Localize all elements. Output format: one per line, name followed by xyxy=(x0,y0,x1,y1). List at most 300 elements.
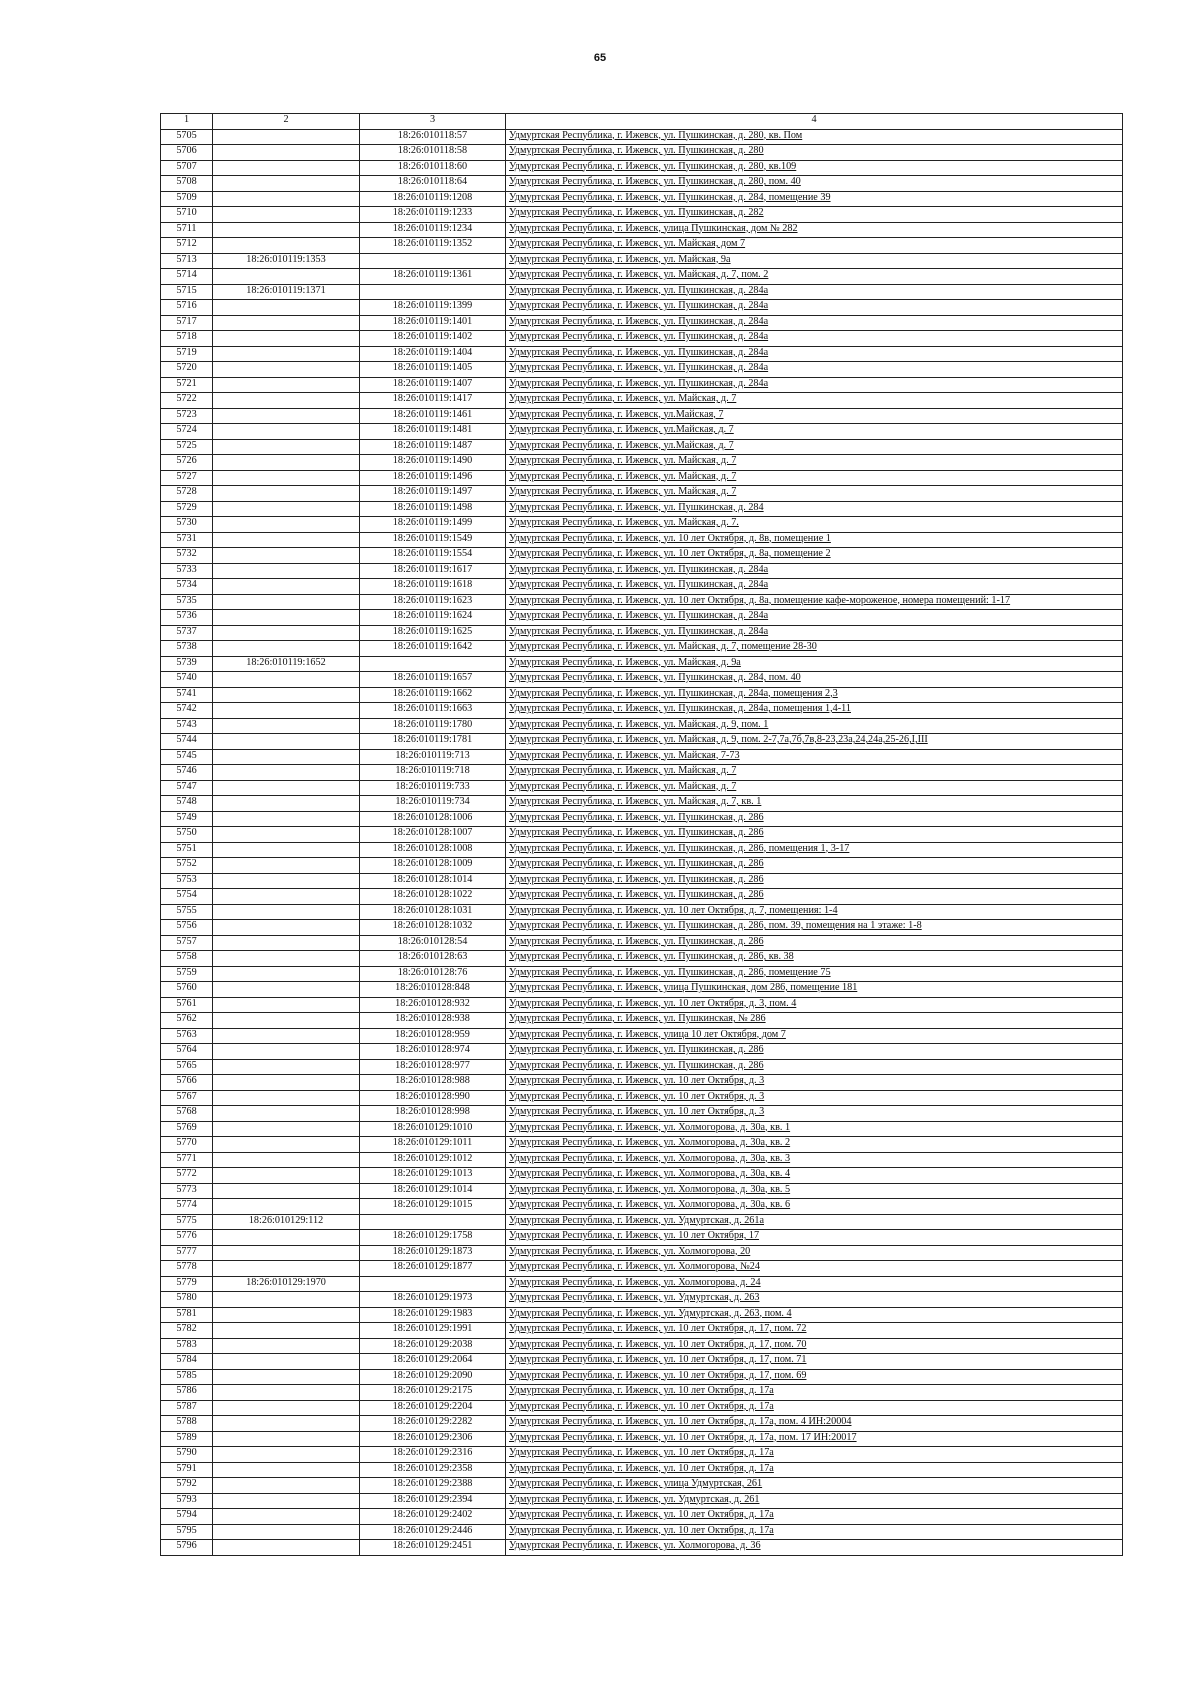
parcel-cadastral-number-cell xyxy=(213,455,360,471)
address-cell: Удмуртская Республика, г. Ижевск, ул. Холмогорова, д. 30а, кв. 4 xyxy=(506,1168,1123,1184)
parcel-cadastral-number-cell xyxy=(213,1354,360,1370)
parcel-cadastral-number-cell xyxy=(213,920,360,936)
object-cadastral-number-cell: 18:26:010128:1008 xyxy=(360,842,506,858)
parcel-cadastral-number-cell xyxy=(213,951,360,967)
object-cadastral-number-cell: 18:26:010119:734 xyxy=(360,796,506,812)
object-cadastral-number-cell: 18:26:010119:1234 xyxy=(360,222,506,238)
object-cadastral-number-cell: 18:26:010119:1617 xyxy=(360,563,506,579)
table-body xyxy=(161,129,1123,1555)
object-cadastral-number-cell: 18:26:010128:977 xyxy=(360,1059,506,1075)
row-number-cell: 5759 xyxy=(161,966,213,982)
row-number-cell: 5778 xyxy=(161,1261,213,1277)
table-row xyxy=(161,1152,1123,1168)
row-number-cell: 5770 xyxy=(161,1137,213,1153)
row-number-cell: 5793 xyxy=(161,1493,213,1509)
object-cadastral-number-cell: 18:26:010119:1481 xyxy=(360,424,506,440)
parcel-cadastral-number-cell xyxy=(213,1075,360,1091)
parcel-cadastral-number-cell xyxy=(213,1416,360,1432)
parcel-cadastral-number-cell xyxy=(213,145,360,161)
row-number-cell: 5756 xyxy=(161,920,213,936)
object-cadastral-number-cell: 18:26:010129:1873 xyxy=(360,1245,506,1261)
address-cell: Удмуртская Республика, г. Ижевск, ул. 10 лет Октября, д. 17а xyxy=(506,1509,1123,1525)
object-cadastral-number-cell: 18:26:010128:848 xyxy=(360,982,506,998)
parcel-cadastral-number-cell xyxy=(213,1121,360,1137)
table-row xyxy=(161,563,1123,579)
row-number-cell: 5765 xyxy=(161,1059,213,1075)
parcel-cadastral-number-cell xyxy=(213,1292,360,1308)
row-number-cell: 5713 xyxy=(161,253,213,269)
row-number-cell: 5730 xyxy=(161,517,213,533)
address-cell: Удмуртская Республика, г. Ижевск, ул. 10 лет Октября, д. 17а, пом. 4 ИН:20004 xyxy=(506,1416,1123,1432)
table-row xyxy=(161,904,1123,920)
address-cell: Удмуртская Республика, г. Ижевск, ул. Пушкинская, д. 286, помещения 1, 3-17 xyxy=(506,842,1123,858)
table-row xyxy=(161,300,1123,316)
table-row xyxy=(161,951,1123,967)
row-number-cell: 5784 xyxy=(161,1354,213,1370)
parcel-cadastral-number-cell xyxy=(213,1509,360,1525)
object-cadastral-number-cell: 18:26:010119:1233 xyxy=(360,207,506,223)
table-row xyxy=(161,1292,1123,1308)
address-cell: Удмуртская Республика, г. Ижевск, ул. Холмогорова, д. 30а, кв. 6 xyxy=(506,1199,1123,1215)
parcel-cadastral-number-cell xyxy=(213,1261,360,1277)
table-row xyxy=(161,935,1123,951)
row-number-cell: 5752 xyxy=(161,858,213,874)
row-number-cell: 5707 xyxy=(161,160,213,176)
address-cell: Удмуртская Республика, г. Ижевск, ул. 10 лет Октября, д. 17а xyxy=(506,1462,1123,1478)
object-cadastral-number-cell: 18:26:010129:1012 xyxy=(360,1152,506,1168)
parcel-cadastral-number-cell xyxy=(213,1385,360,1401)
parcel-cadastral-number-cell xyxy=(213,997,360,1013)
address-cell: Удмуртская Республика, г. Ижевск, ул. Пушкинская, д. 284а, помещения 1,4-11 xyxy=(506,703,1123,719)
row-number-cell: 5715 xyxy=(161,284,213,300)
table-row xyxy=(161,641,1123,657)
row-number-cell: 5762 xyxy=(161,1013,213,1029)
row-number-cell: 5774 xyxy=(161,1199,213,1215)
row-number-cell: 5787 xyxy=(161,1400,213,1416)
table-row xyxy=(161,842,1123,858)
parcel-cadastral-number-cell xyxy=(213,501,360,517)
parcel-cadastral-number-cell xyxy=(213,796,360,812)
table-row xyxy=(161,1013,1123,1029)
object-cadastral-number-cell: 18:26:010128:998 xyxy=(360,1106,506,1122)
object-cadastral-number-cell: 18:26:010119:1405 xyxy=(360,362,506,378)
row-number-cell: 5740 xyxy=(161,672,213,688)
address-cell: Удмуртская Республика, г. Ижевск, ул. Пушкинская, д. 286 xyxy=(506,858,1123,874)
table-row xyxy=(161,765,1123,781)
object-cadastral-number-cell: 18:26:010128:63 xyxy=(360,951,506,967)
parcel-cadastral-number-cell: 18:26:010129:1970 xyxy=(213,1276,360,1292)
table-row xyxy=(161,1307,1123,1323)
parcel-cadastral-number-cell xyxy=(213,889,360,905)
parcel-cadastral-number-cell xyxy=(213,129,360,145)
address-cell: Удмуртская Республика, г. Ижевск, ул. 10 лет Октября, д. 8а, помещение кафе-мороженое, номера помещений: 1-17 xyxy=(506,594,1123,610)
table-row xyxy=(161,656,1123,672)
row-number-cell: 5779 xyxy=(161,1276,213,1292)
table-row xyxy=(161,687,1123,703)
row-number-cell: 5768 xyxy=(161,1106,213,1122)
row-number-cell: 5751 xyxy=(161,842,213,858)
object-cadastral-number-cell: 18:26:010129:1013 xyxy=(360,1168,506,1184)
object-cadastral-number-cell: 18:26:010129:1014 xyxy=(360,1183,506,1199)
row-number-cell: 5749 xyxy=(161,811,213,827)
table-row xyxy=(161,486,1123,502)
address-cell: Удмуртская Республика, г. Ижевск, ул. Пушкинская, д. 286 xyxy=(506,873,1123,889)
object-cadastral-number-cell: 18:26:010119:1780 xyxy=(360,718,506,734)
table-row xyxy=(161,439,1123,455)
object-cadastral-number-cell: 18:26:010129:2388 xyxy=(360,1478,506,1494)
address-cell: Удмуртская Республика, г. Ижевск, ул. Холмогорова, д. 30а, кв. 3 xyxy=(506,1152,1123,1168)
address-cell: Удмуртская Республика, г. Ижевск, ул. Пушкинская, д. 286 xyxy=(506,1044,1123,1060)
address-cell: Удмуртская Республика, г. Ижевск, ул. Пушкинская, д. 286 xyxy=(506,1059,1123,1075)
column-header-3: 3 xyxy=(360,114,506,130)
object-cadastral-number-cell: 18:26:010119:1208 xyxy=(360,191,506,207)
row-number-cell: 5744 xyxy=(161,734,213,750)
object-cadastral-number-cell: 18:26:010128:932 xyxy=(360,997,506,1013)
table-row xyxy=(161,517,1123,533)
parcel-cadastral-number-cell xyxy=(213,300,360,316)
address-cell: Удмуртская Республика, г. Ижевск, ул. 10 лет Октября, д. 17, пом. 71 xyxy=(506,1354,1123,1370)
address-cell: Удмуртская Республика, г. Ижевск, ул. Пушкинская, д. 284а xyxy=(506,563,1123,579)
object-cadastral-number-cell: 18:26:010129:2306 xyxy=(360,1431,506,1447)
address-cell: Удмуртская Республика, г. Ижевск, ул. Холмогорова, д. 36 xyxy=(506,1540,1123,1556)
address-cell: Удмуртская Республика, г. Ижевск, ул. Майская, д. 7 xyxy=(506,780,1123,796)
row-number-cell: 5766 xyxy=(161,1075,213,1091)
row-number-cell: 5789 xyxy=(161,1431,213,1447)
row-number-cell: 5788 xyxy=(161,1416,213,1432)
address-cell: Удмуртская Республика, г. Ижевск, ул. Майская, д. 7, кв. 1 xyxy=(506,796,1123,812)
address-cell: Удмуртская Республика, г. Ижевск, ул. Пушкинская, д. 284а xyxy=(506,284,1123,300)
table-row xyxy=(161,1121,1123,1137)
address-cell: Удмуртская Республика, г. Ижевск, ул. Майская, д. 7 xyxy=(506,393,1123,409)
parcel-cadastral-number-cell xyxy=(213,718,360,734)
object-cadastral-number-cell: 18:26:010128:1022 xyxy=(360,889,506,905)
table-row xyxy=(161,1447,1123,1463)
object-cadastral-number-cell: 18:26:010119:1498 xyxy=(360,501,506,517)
parcel-cadastral-number-cell xyxy=(213,1323,360,1339)
table-row xyxy=(161,1137,1123,1153)
address-cell: Удмуртская Республика, г. Ижевск, ул. Пушкинская, д. 284а xyxy=(506,377,1123,393)
row-number-cell: 5738 xyxy=(161,641,213,657)
object-cadastral-number-cell: 18:26:010128:974 xyxy=(360,1044,506,1060)
row-number-cell: 5764 xyxy=(161,1044,213,1060)
table-row xyxy=(161,1524,1123,1540)
parcel-cadastral-number-cell xyxy=(213,238,360,254)
table-row xyxy=(161,873,1123,889)
row-number-cell: 5739 xyxy=(161,656,213,672)
row-number-cell: 5714 xyxy=(161,269,213,285)
table-row xyxy=(161,1276,1123,1292)
address-cell: Удмуртская Республика, г. Ижевск, ул. Пушкинская, д. 284, помещение 39 xyxy=(506,191,1123,207)
address-cell: Удмуртская Республика, г. Ижевск, ул. Пушкинская, д. 286 xyxy=(506,889,1123,905)
table-row xyxy=(161,1369,1123,1385)
object-cadastral-number-cell xyxy=(360,253,506,269)
table-row xyxy=(161,579,1123,595)
parcel-cadastral-number-cell xyxy=(213,160,360,176)
address-cell: Удмуртская Республика, г. Ижевск, ул. Удмуртская, д. 261а xyxy=(506,1214,1123,1230)
row-number-cell: 5746 xyxy=(161,765,213,781)
row-number-cell: 5706 xyxy=(161,145,213,161)
row-number-cell: 5755 xyxy=(161,904,213,920)
table-row xyxy=(161,1416,1123,1432)
parcel-cadastral-number-cell xyxy=(213,1230,360,1246)
address-cell: Удмуртская Республика, г. Ижевск, ул. 10 лет Октября, д. 17а, пом. 17 ИН:20017 xyxy=(506,1431,1123,1447)
parcel-cadastral-number-cell xyxy=(213,734,360,750)
table-row xyxy=(161,734,1123,750)
address-cell: Удмуртская Республика, г. Ижевск, ул. Удмуртская, д. 263 xyxy=(506,1292,1123,1308)
parcel-cadastral-number-cell xyxy=(213,1338,360,1354)
parcel-cadastral-number-cell xyxy=(213,377,360,393)
row-number-cell: 5776 xyxy=(161,1230,213,1246)
table-row xyxy=(161,176,1123,192)
address-cell: Удмуртская Республика, г. Ижевск, ул. Холмогорова, д. 30а, кв. 1 xyxy=(506,1121,1123,1137)
table-row xyxy=(161,827,1123,843)
object-cadastral-number-cell: 18:26:010129:1015 xyxy=(360,1199,506,1215)
table-row xyxy=(161,222,1123,238)
row-number-cell: 5758 xyxy=(161,951,213,967)
address-cell: Удмуртская Республика, г. Ижевск, ул. Пушкинская, д. 284а xyxy=(506,579,1123,595)
table-row xyxy=(161,796,1123,812)
parcel-cadastral-number-cell xyxy=(213,765,360,781)
object-cadastral-number-cell: 18:26:010128:54 xyxy=(360,935,506,951)
address-cell: Удмуртская Республика, г. Ижевск, ул. Пушкинская, д. 280 xyxy=(506,145,1123,161)
parcel-cadastral-number-cell xyxy=(213,532,360,548)
address-cell: Удмуртская Республика, г. Ижевск, ул. Пушкинская, д. 286, помещение 75 xyxy=(506,966,1123,982)
address-cell: Удмуртская Республика, г. Ижевск, ул. 10 лет Октября, д. 17, пом. 72 xyxy=(506,1323,1123,1339)
property-register-table xyxy=(160,113,1123,1556)
address-cell: Удмуртская Республика, г. Ижевск, ул. Майская, д. 7, пом. 2 xyxy=(506,269,1123,285)
table-row xyxy=(161,997,1123,1013)
row-number-cell: 5723 xyxy=(161,408,213,424)
parcel-cadastral-number-cell xyxy=(213,1307,360,1323)
object-cadastral-number-cell: 18:26:010129:2064 xyxy=(360,1354,506,1370)
address-cell: Удмуртская Республика, г. Ижевск, ул. 10 лет Октября, д. 17а xyxy=(506,1524,1123,1540)
row-number-cell: 5783 xyxy=(161,1338,213,1354)
address-cell: Удмуртская Республика, г. Ижевск, ул. Майская, д. 9, пом. 1 xyxy=(506,718,1123,734)
parcel-cadastral-number-cell: 18:26:010129:112 xyxy=(213,1214,360,1230)
object-cadastral-number-cell: 18:26:010119:1487 xyxy=(360,439,506,455)
table-row xyxy=(161,858,1123,874)
table-row xyxy=(161,1168,1123,1184)
object-cadastral-number-cell: 18:26:010129:2358 xyxy=(360,1462,506,1478)
row-number-cell: 5796 xyxy=(161,1540,213,1556)
parcel-cadastral-number-cell xyxy=(213,1493,360,1509)
parcel-cadastral-number-cell xyxy=(213,548,360,564)
parcel-cadastral-number-cell xyxy=(213,269,360,285)
row-number-cell: 5712 xyxy=(161,238,213,254)
row-number-cell: 5769 xyxy=(161,1121,213,1137)
row-number-cell: 5705 xyxy=(161,129,213,145)
address-cell: Удмуртская Республика, г. Ижевск, ул. Пушкинская, д. 280, пом. 40 xyxy=(506,176,1123,192)
object-cadastral-number-cell xyxy=(360,656,506,672)
address-cell: Удмуртская Республика, г. Ижевск, ул. 10 лет Октября, д. 17а xyxy=(506,1447,1123,1463)
object-cadastral-number-cell: 18:26:010119:718 xyxy=(360,765,506,781)
object-cadastral-number-cell: 18:26:010129:2282 xyxy=(360,1416,506,1432)
table-row xyxy=(161,1044,1123,1060)
parcel-cadastral-number-cell: 18:26:010119:1652 xyxy=(213,656,360,672)
table-row xyxy=(161,610,1123,626)
address-cell: Удмуртская Республика, г. Ижевск, ул. Пушкинская, № 286 xyxy=(506,1013,1123,1029)
table-row xyxy=(161,284,1123,300)
object-cadastral-number-cell: 18:26:010119:1417 xyxy=(360,393,506,409)
parcel-cadastral-number-cell xyxy=(213,517,360,533)
object-cadastral-number-cell: 18:26:010119:1402 xyxy=(360,331,506,347)
table-row xyxy=(161,1400,1123,1416)
table-row xyxy=(161,1478,1123,1494)
address-cell: Удмуртская Республика, г. Ижевск, ул. 10 лет Октября, д. 8а, помещение 2 xyxy=(506,548,1123,564)
object-cadastral-number-cell: 18:26:010119:713 xyxy=(360,749,506,765)
parcel-cadastral-number-cell xyxy=(213,315,360,331)
row-number-cell: 5760 xyxy=(161,982,213,998)
address-cell: Удмуртская Республика, г. Ижевск, улица Пушкинская, дом № 282 xyxy=(506,222,1123,238)
parcel-cadastral-number-cell xyxy=(213,687,360,703)
row-number-cell: 5743 xyxy=(161,718,213,734)
table-row xyxy=(161,811,1123,827)
address-cell: Удмуртская Республика, г. Ижевск, ул.Майская, 7 xyxy=(506,408,1123,424)
object-cadastral-number-cell: 18:26:010119:1496 xyxy=(360,470,506,486)
table-row xyxy=(161,1323,1123,1339)
parcel-cadastral-number-cell xyxy=(213,424,360,440)
address-cell: Удмуртская Республика, г. Ижевск, ул. Холмогорова, д. 30а, кв. 2 xyxy=(506,1137,1123,1153)
table-row xyxy=(161,362,1123,378)
object-cadastral-number-cell: 18:26:010119:1490 xyxy=(360,455,506,471)
object-cadastral-number-cell: 18:26:010129:1010 xyxy=(360,1121,506,1137)
row-number-cell: 5781 xyxy=(161,1307,213,1323)
table-row xyxy=(161,331,1123,347)
table-row xyxy=(161,269,1123,285)
object-cadastral-number-cell: 18:26:010129:2446 xyxy=(360,1524,506,1540)
row-number-cell: 5711 xyxy=(161,222,213,238)
parcel-cadastral-number-cell xyxy=(213,346,360,362)
address-cell: Удмуртская Республика, г. Ижевск, ул. Пушкинская, д. 286, пом. 39, помещения на 1 этаже: 1-8 xyxy=(506,920,1123,936)
parcel-cadastral-number-cell xyxy=(213,749,360,765)
row-number-cell: 5745 xyxy=(161,749,213,765)
table-row xyxy=(161,408,1123,424)
object-cadastral-number-cell: 18:26:010129:1991 xyxy=(360,1323,506,1339)
parcel-cadastral-number-cell xyxy=(213,1028,360,1044)
address-cell: Удмуртская Республика, г. Ижевск, ул.Майская, д. 7 xyxy=(506,424,1123,440)
parcel-cadastral-number-cell: 18:26:010119:1371 xyxy=(213,284,360,300)
row-number-cell: 5735 xyxy=(161,594,213,610)
object-cadastral-number-cell: 18:26:010118:60 xyxy=(360,160,506,176)
table-row xyxy=(161,377,1123,393)
parcel-cadastral-number-cell xyxy=(213,1524,360,1540)
address-cell: Удмуртская Республика, г. Ижевск, ул. Пушкинская, д. 286, кв. 38 xyxy=(506,951,1123,967)
parcel-cadastral-number-cell xyxy=(213,1447,360,1463)
address-cell: Удмуртская Республика, г. Ижевск, ул. Майская, д. 9а xyxy=(506,656,1123,672)
table-row xyxy=(161,718,1123,734)
address-cell: Удмуртская Республика, г. Ижевск, ул. Пушкинская, д. 280, кв.109 xyxy=(506,160,1123,176)
row-number-cell: 5708 xyxy=(161,176,213,192)
row-number-cell: 5767 xyxy=(161,1090,213,1106)
object-cadastral-number-cell: 18:26:010129:1758 xyxy=(360,1230,506,1246)
row-number-cell: 5726 xyxy=(161,455,213,471)
address-cell: Удмуртская Республика, г. Ижевск, ул. Пушкинская, д. 286 xyxy=(506,811,1123,827)
table-row xyxy=(161,1509,1123,1525)
table-row xyxy=(161,129,1123,145)
row-number-cell: 5728 xyxy=(161,486,213,502)
table-row xyxy=(161,749,1123,765)
parcel-cadastral-number-cell xyxy=(213,873,360,889)
column-header-1: 1 xyxy=(161,114,213,130)
parcel-cadastral-number-cell xyxy=(213,207,360,223)
object-cadastral-number-cell xyxy=(360,284,506,300)
table-row xyxy=(161,160,1123,176)
address-cell: Удмуртская Республика, г. Ижевск, ул. 10 лет Октября, д. 3 xyxy=(506,1090,1123,1106)
object-cadastral-number-cell: 18:26:010119:1624 xyxy=(360,610,506,626)
object-cadastral-number-cell: 18:26:010129:2175 xyxy=(360,1385,506,1401)
row-number-cell: 5721 xyxy=(161,377,213,393)
object-cadastral-number-cell: 18:26:010118:58 xyxy=(360,145,506,161)
parcel-cadastral-number-cell xyxy=(213,1013,360,1029)
row-number-cell: 5763 xyxy=(161,1028,213,1044)
address-cell: Удмуртская Республика, г. Ижевск, ул. Пушкинская, д. 284а, помещения 2,3 xyxy=(506,687,1123,703)
address-cell: Удмуртская Республика, г. Ижевск, ул. Холмогорова, д. 30а, кв. 5 xyxy=(506,1183,1123,1199)
parcel-cadastral-number-cell xyxy=(213,982,360,998)
parcel-cadastral-number-cell xyxy=(213,811,360,827)
parcel-cadastral-number-cell xyxy=(213,966,360,982)
parcel-cadastral-number-cell xyxy=(213,222,360,238)
object-cadastral-number-cell: 18:26:010129:2402 xyxy=(360,1509,506,1525)
row-number-cell: 5773 xyxy=(161,1183,213,1199)
table-row xyxy=(161,1106,1123,1122)
parcel-cadastral-number-cell xyxy=(213,703,360,719)
object-cadastral-number-cell: 18:26:010119:1642 xyxy=(360,641,506,657)
table-row xyxy=(161,207,1123,223)
table-row xyxy=(161,1385,1123,1401)
table-row xyxy=(161,191,1123,207)
row-number-cell: 5785 xyxy=(161,1369,213,1385)
table-row xyxy=(161,1090,1123,1106)
row-number-cell: 5733 xyxy=(161,563,213,579)
address-cell: Удмуртская Республика, г. Ижевск, ул. Пушкинская, д. 284а xyxy=(506,610,1123,626)
row-number-cell: 5716 xyxy=(161,300,213,316)
parcel-cadastral-number-cell xyxy=(213,1152,360,1168)
object-cadastral-number-cell: 18:26:010119:1554 xyxy=(360,548,506,564)
row-number-cell: 5791 xyxy=(161,1462,213,1478)
address-cell: Удмуртская Республика, г. Ижевск, ул. Пушкинская, д. 284а xyxy=(506,362,1123,378)
parcel-cadastral-number-cell xyxy=(213,858,360,874)
object-cadastral-number-cell: 18:26:010129:1973 xyxy=(360,1292,506,1308)
address-cell: Удмуртская Республика, г. Ижевск, ул. Удмуртская, д. 261 xyxy=(506,1493,1123,1509)
address-cell: Удмуртская Республика, г. Ижевск, ул. 10 лет Октября, д. 17а xyxy=(506,1385,1123,1401)
row-number-cell: 5719 xyxy=(161,346,213,362)
table-header-row xyxy=(161,114,1123,130)
parcel-cadastral-number-cell xyxy=(213,641,360,657)
row-number-cell: 5737 xyxy=(161,625,213,641)
row-number-cell: 5754 xyxy=(161,889,213,905)
table-row xyxy=(161,672,1123,688)
row-number-cell: 5732 xyxy=(161,548,213,564)
object-cadastral-number-cell: 18:26:010119:1399 xyxy=(360,300,506,316)
address-cell: Удмуртская Республика, г. Ижевск, ул. Майская, д. 7 xyxy=(506,486,1123,502)
parcel-cadastral-number-cell xyxy=(213,1540,360,1556)
table-row xyxy=(161,1028,1123,1044)
parcel-cadastral-number-cell xyxy=(213,191,360,207)
parcel-cadastral-number-cell: 18:26:010119:1353 xyxy=(213,253,360,269)
address-cell: Удмуртская Республика, г. Ижевск, ул. Удмуртская, д. 263, пом. 4 xyxy=(506,1307,1123,1323)
row-number-cell: 5717 xyxy=(161,315,213,331)
address-cell: Удмуртская Республика, г. Ижевск, ул. Майская, дом 7 xyxy=(506,238,1123,254)
parcel-cadastral-number-cell xyxy=(213,1245,360,1261)
table-row xyxy=(161,1354,1123,1370)
object-cadastral-number-cell: 18:26:010128:990 xyxy=(360,1090,506,1106)
address-cell: Удмуртская Республика, г. Ижевск, ул. Майская, 7-73 xyxy=(506,749,1123,765)
parcel-cadastral-number-cell xyxy=(213,1183,360,1199)
table-row xyxy=(161,1338,1123,1354)
address-cell: Удмуртская Республика, г. Ижевск, ул. Пушкинская, д. 284а xyxy=(506,300,1123,316)
table-row xyxy=(161,889,1123,905)
parcel-cadastral-number-cell xyxy=(213,1106,360,1122)
